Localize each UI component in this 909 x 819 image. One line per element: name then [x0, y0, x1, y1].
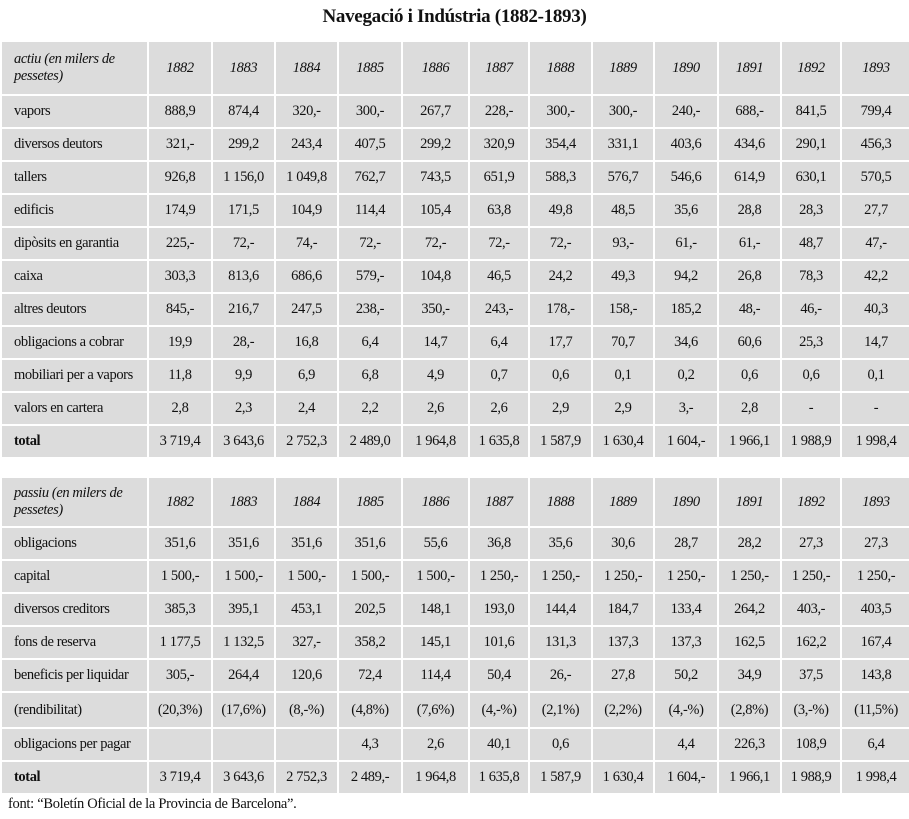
cell-value: 72,- — [213, 228, 276, 261]
cell-value: 16,8 — [276, 327, 339, 360]
cell-value: 61,- — [655, 228, 719, 261]
cell-value: 2,6 — [470, 393, 530, 426]
cell-value: 688,- — [719, 96, 782, 129]
cell-value: 60,6 — [719, 327, 782, 360]
cell-value: 26,- — [530, 660, 593, 693]
cell-value: 321,- — [149, 129, 213, 162]
cell-value: 46,- — [782, 294, 842, 327]
cell-value: 72,4 — [339, 660, 403, 693]
table-row — [2, 528, 909, 561]
cell-value: 30,6 — [593, 528, 655, 561]
cell-value: 1 587,9 — [530, 426, 593, 459]
cell-value: 0,7 — [470, 360, 530, 393]
cell-value: 104,9 — [276, 195, 339, 228]
cell-value: 2 489,- — [339, 762, 403, 795]
cell-value: 614,9 — [719, 162, 782, 195]
source-note: font: “Boletín Oficial de la Provincia de Barcelona”. — [8, 796, 297, 812]
passiu-year-header: 1889 — [593, 478, 655, 528]
cell-value: 3 719,4 — [149, 426, 213, 459]
actiu-header-row — [2, 42, 909, 96]
cell-value: 358,2 — [339, 627, 403, 660]
cell-value: 28,2 — [719, 528, 782, 561]
cell-value: 14,7 — [842, 327, 909, 360]
cell-value: 48,7 — [782, 228, 842, 261]
cell-value: 576,7 — [593, 162, 655, 195]
cell-value: 3 719,4 — [149, 762, 213, 795]
cell-value: 403,5 — [842, 594, 909, 627]
cell-value: 17,7 — [530, 327, 593, 360]
cell-value: 238,- — [339, 294, 403, 327]
passiu-year-header: 1892 — [782, 478, 842, 528]
row-label: capital — [2, 561, 149, 594]
cell-value: 403,6 — [655, 129, 719, 162]
cell-value: 1 250,- — [655, 561, 719, 594]
cell-value: 185,2 — [655, 294, 719, 327]
cell-value: 4,3 — [339, 729, 403, 762]
cell-value: 3,- — [655, 393, 719, 426]
cell-value: 1 630,4 — [593, 426, 655, 459]
table-row — [2, 261, 909, 294]
cell-value: 1 964,8 — [403, 426, 470, 459]
actiu-header-label: actiu (en milers de pessetes) — [2, 42, 149, 96]
cell-value: 25,3 — [782, 327, 842, 360]
cell-value: 351,6 — [149, 528, 213, 561]
passiu-year-header: 1882 — [149, 478, 213, 528]
table-row — [2, 729, 909, 762]
cell-value: 40,3 — [842, 294, 909, 327]
cell-value: 0,6 — [719, 360, 782, 393]
actiu-year-header: 1889 — [593, 42, 655, 96]
cell-value: (17,6%) — [213, 693, 276, 729]
cell-value: 845,- — [149, 294, 213, 327]
cell-value: 264,4 — [213, 660, 276, 693]
table-row — [2, 561, 909, 594]
cell-value: 630,1 — [782, 162, 842, 195]
cell-value: 28,- — [213, 327, 276, 360]
cell-value: 171,5 — [213, 195, 276, 228]
cell-value: 0,6 — [530, 729, 593, 762]
cell-value: 456,3 — [842, 129, 909, 162]
actiu-year-header: 1892 — [782, 42, 842, 96]
actiu-year-header: 1882 — [149, 42, 213, 96]
cell-value: 1 250,- — [719, 561, 782, 594]
cell-value: 1 049,8 — [276, 162, 339, 195]
cell-value: (2,8%) — [719, 693, 782, 729]
passiu-year-header: 1893 — [842, 478, 909, 528]
cell-value: 1 500,- — [403, 561, 470, 594]
cell-value: 105,4 — [403, 195, 470, 228]
passiu-year-header: 1887 — [470, 478, 530, 528]
table-row — [2, 195, 909, 228]
table-row — [2, 594, 909, 627]
cell-value: 0,6 — [782, 360, 842, 393]
passiu-year-header: 1885 — [339, 478, 403, 528]
actiu-total-row — [2, 426, 909, 459]
cell-value: 2,9 — [593, 393, 655, 426]
cell-value: 247,5 — [276, 294, 339, 327]
row-label: beneficis per liquidar — [2, 660, 149, 693]
cell-value: 162,2 — [782, 627, 842, 660]
cell-value: 24,2 — [530, 261, 593, 294]
cell-value: 1 250,- — [470, 561, 530, 594]
cell-value: 28,3 — [782, 195, 842, 228]
cell-value: 813,6 — [213, 261, 276, 294]
passiu-year-header: 1883 — [213, 478, 276, 528]
cell-value: 226,3 — [719, 729, 782, 762]
cell-value: (11,5%) — [842, 693, 909, 729]
cell-value: 34,6 — [655, 327, 719, 360]
cell-value: 4,4 — [655, 729, 719, 762]
cell-value: 61,- — [719, 228, 782, 261]
cell-value: 2,4 — [276, 393, 339, 426]
actiu-year-header: 1887 — [470, 42, 530, 96]
table-row — [2, 327, 909, 360]
cell-value: 300,- — [530, 96, 593, 129]
cell-value: 48,5 — [593, 195, 655, 228]
passiu-year-header: 1884 — [276, 478, 339, 528]
actiu-year-header: 1884 — [276, 42, 339, 96]
row-label: valors en cartera — [2, 393, 149, 426]
cell-value: 35,6 — [655, 195, 719, 228]
cell-value: 841,5 — [782, 96, 842, 129]
cell-value: 588,3 — [530, 162, 593, 195]
cell-value: 40,1 — [470, 729, 530, 762]
cell-value: (3,-%) — [782, 693, 842, 729]
row-label: total — [2, 762, 149, 795]
cell-value: 228,- — [470, 96, 530, 129]
cell-value: 1 156,0 — [213, 162, 276, 195]
cell-value: 1 635,8 — [470, 426, 530, 459]
cell-value: 0,6 — [530, 360, 593, 393]
cell-value: 158,- — [593, 294, 655, 327]
row-label: mobiliari per a vapors — [2, 360, 149, 393]
cell-value: 320,- — [276, 96, 339, 129]
row-label: tallers — [2, 162, 149, 195]
cell-value: 27,8 — [593, 660, 655, 693]
passiu-header-row — [2, 478, 909, 528]
row-label: caixa — [2, 261, 149, 294]
cell-value: 1 177,5 — [149, 627, 213, 660]
table-row — [2, 129, 909, 162]
cell-value: 264,2 — [719, 594, 782, 627]
passiu-year-header: 1888 — [530, 478, 593, 528]
cell-value — [276, 729, 339, 762]
table-row — [2, 228, 909, 261]
cell-value: 6,4 — [470, 327, 530, 360]
cell-value: 11,8 — [149, 360, 213, 393]
cell-value: 28,8 — [719, 195, 782, 228]
cell-value: 1 988,9 — [782, 426, 842, 459]
actiu-year-header: 1886 — [403, 42, 470, 96]
cell-value: 762,7 — [339, 162, 403, 195]
cell-value: 2,3 — [213, 393, 276, 426]
table-row — [2, 162, 909, 195]
cell-value: 1 250,- — [593, 561, 655, 594]
cell-value: 546,6 — [655, 162, 719, 195]
actiu-year-header: 1890 — [655, 42, 719, 96]
cell-value: 350,- — [403, 294, 470, 327]
cell-value: 50,2 — [655, 660, 719, 693]
cell-value: 42,2 — [842, 261, 909, 294]
cell-value: 1 966,1 — [719, 762, 782, 795]
cell-value: 174,9 — [149, 195, 213, 228]
cell-value: 0,2 — [655, 360, 719, 393]
cell-value: 2,8 — [149, 393, 213, 426]
cell-value: 2 752,3 — [276, 762, 339, 795]
cell-value: 2,8 — [719, 393, 782, 426]
cell-value: 37,5 — [782, 660, 842, 693]
cell-value: 114,4 — [339, 195, 403, 228]
cell-value: - — [842, 393, 909, 426]
cell-value: 49,3 — [593, 261, 655, 294]
cell-value: 202,5 — [339, 594, 403, 627]
passiu-year-header: 1886 — [403, 478, 470, 528]
cell-value: 72,- — [530, 228, 593, 261]
cell-value: 290,1 — [782, 129, 842, 162]
cell-value: 6,4 — [339, 327, 403, 360]
cell-value: 1 500,- — [276, 561, 339, 594]
row-label: obligacions per pagar — [2, 729, 149, 762]
cell-value: 74,- — [276, 228, 339, 261]
cell-value: (2,2%) — [593, 693, 655, 729]
row-label: total — [2, 426, 149, 459]
cell-value: 579,- — [339, 261, 403, 294]
cell-value: 178,- — [530, 294, 593, 327]
cell-value: 114,4 — [403, 660, 470, 693]
cell-value: 303,3 — [149, 261, 213, 294]
cell-value: 327,- — [276, 627, 339, 660]
cell-value: 2,6 — [403, 729, 470, 762]
cell-value: 55,6 — [403, 528, 470, 561]
cell-value: 162,5 — [719, 627, 782, 660]
cell-value: 72,- — [470, 228, 530, 261]
cell-value: 331,1 — [593, 129, 655, 162]
passiu-year-header: 1891 — [719, 478, 782, 528]
cell-value: (4,-%) — [470, 693, 530, 729]
table-row — [2, 393, 909, 426]
cell-value: 63,8 — [470, 195, 530, 228]
cell-value: 385,3 — [149, 594, 213, 627]
row-label: edificis — [2, 195, 149, 228]
cell-value: 47,- — [842, 228, 909, 261]
cell-value: 9,9 — [213, 360, 276, 393]
cell-value: 299,2 — [403, 129, 470, 162]
table-row — [2, 660, 909, 693]
cell-value: 46,5 — [470, 261, 530, 294]
cell-value: 35,6 — [530, 528, 593, 561]
cell-value: 1 250,- — [842, 561, 909, 594]
cell-value: 2,6 — [403, 393, 470, 426]
cell-value: 1 630,4 — [593, 762, 655, 795]
row-label: diversos creditors — [2, 594, 149, 627]
cell-value: 651,9 — [470, 162, 530, 195]
cell-value: 1 988,9 — [782, 762, 842, 795]
cell-value: (20,3%) — [149, 693, 213, 729]
cell-value: 120,6 — [276, 660, 339, 693]
row-label: altres deutors — [2, 294, 149, 327]
cell-value: 6,4 — [842, 729, 909, 762]
cell-value: 27,7 — [842, 195, 909, 228]
cell-value: 0,1 — [593, 360, 655, 393]
cell-value: 300,- — [339, 96, 403, 129]
table-row — [2, 693, 909, 729]
cell-value: 243,4 — [276, 129, 339, 162]
cell-value: 1 998,4 — [842, 426, 909, 459]
cell-value: 225,- — [149, 228, 213, 261]
cell-value: 1 635,8 — [470, 762, 530, 795]
cell-value: 305,- — [149, 660, 213, 693]
actiu-year-header: 1888 — [530, 42, 593, 96]
row-label: vapors — [2, 96, 149, 129]
cell-value: 6,9 — [276, 360, 339, 393]
cell-value: 1 500,- — [149, 561, 213, 594]
actiu-table — [2, 42, 909, 459]
cell-value: 267,7 — [403, 96, 470, 129]
cell-value: 1 966,1 — [719, 426, 782, 459]
row-label: obligacions a cobrar — [2, 327, 149, 360]
cell-value: 101,6 — [470, 627, 530, 660]
cell-value: 351,6 — [339, 528, 403, 561]
row-label: diversos deutors — [2, 129, 149, 162]
cell-value: 888,9 — [149, 96, 213, 129]
actiu-year-header: 1891 — [719, 42, 782, 96]
row-label: dipòsits en garantia — [2, 228, 149, 261]
cell-value: 2 489,0 — [339, 426, 403, 459]
cell-value: 36,8 — [470, 528, 530, 561]
cell-value: 19,9 — [149, 327, 213, 360]
cell-value: 407,5 — [339, 129, 403, 162]
cell-value — [213, 729, 276, 762]
cell-value: (8,-%) — [276, 693, 339, 729]
page-title: Navegació i Indústria (1882-1893) — [322, 6, 587, 27]
cell-value: 70,7 — [593, 327, 655, 360]
cell-value: 133,4 — [655, 594, 719, 627]
cell-value: 874,4 — [213, 96, 276, 129]
table-row — [2, 360, 909, 393]
cell-value: 243,- — [470, 294, 530, 327]
cell-value: 926,8 — [149, 162, 213, 195]
cell-value: 1 604,- — [655, 426, 719, 459]
cell-value: 27,3 — [842, 528, 909, 561]
cell-value: 26,8 — [719, 261, 782, 294]
cell-value: 144,4 — [530, 594, 593, 627]
actiu-year-header: 1893 — [842, 42, 909, 96]
cell-value: 4,9 — [403, 360, 470, 393]
cell-value: 570,5 — [842, 162, 909, 195]
cell-value: (2,1%) — [530, 693, 593, 729]
cell-value: 167,4 — [842, 627, 909, 660]
cell-value: 94,2 — [655, 261, 719, 294]
cell-value: 403,- — [782, 594, 842, 627]
cell-value: 193,0 — [470, 594, 530, 627]
passiu-total-row — [2, 762, 909, 795]
cell-value: - — [782, 393, 842, 426]
cell-value: 2 752,3 — [276, 426, 339, 459]
cell-value: 395,1 — [213, 594, 276, 627]
cell-value: 0,1 — [842, 360, 909, 393]
cell-value: 1 500,- — [339, 561, 403, 594]
row-label: (rendibilitat) — [2, 693, 149, 729]
cell-value: 72,- — [403, 228, 470, 261]
cell-value: 1 587,9 — [530, 762, 593, 795]
cell-value: (4,8%) — [339, 693, 403, 729]
cell-value: 351,6 — [276, 528, 339, 561]
cell-value: 1 250,- — [530, 561, 593, 594]
cell-value: 78,3 — [782, 261, 842, 294]
cell-value: 28,7 — [655, 528, 719, 561]
cell-value: 14,7 — [403, 327, 470, 360]
cell-value: 799,4 — [842, 96, 909, 129]
cell-value: 1 500,- — [213, 561, 276, 594]
cell-value: 145,1 — [403, 627, 470, 660]
cell-value: 50,4 — [470, 660, 530, 693]
cell-value: 93,- — [593, 228, 655, 261]
cell-value: 131,3 — [530, 627, 593, 660]
cell-value: 108,9 — [782, 729, 842, 762]
cell-value: 299,2 — [213, 129, 276, 162]
cell-value: 137,3 — [655, 627, 719, 660]
cell-value: 104,8 — [403, 261, 470, 294]
cell-value: 2,2 — [339, 393, 403, 426]
table-row — [2, 96, 909, 129]
cell-value: 1 998,4 — [842, 762, 909, 795]
actiu-year-header: 1883 — [213, 42, 276, 96]
cell-value: 240,- — [655, 96, 719, 129]
cell-value: 2,9 — [530, 393, 593, 426]
row-label: obligacions — [2, 528, 149, 561]
cell-value: 27,3 — [782, 528, 842, 561]
cell-value: 1 132,5 — [213, 627, 276, 660]
cell-value: 3 643,6 — [213, 426, 276, 459]
cell-value: (4,-%) — [655, 693, 719, 729]
cell-value: 320,9 — [470, 129, 530, 162]
cell-value — [593, 729, 655, 762]
cell-value: 137,3 — [593, 627, 655, 660]
cell-value: 434,6 — [719, 129, 782, 162]
cell-value: 6,8 — [339, 360, 403, 393]
table-row — [2, 627, 909, 660]
cell-value: 3 643,6 — [213, 762, 276, 795]
cell-value: 143,8 — [842, 660, 909, 693]
cell-value: 72,- — [339, 228, 403, 261]
cell-value: 354,4 — [530, 129, 593, 162]
passiu-year-header: 1890 — [655, 478, 719, 528]
actiu-year-header: 1885 — [339, 42, 403, 96]
cell-value: 184,7 — [593, 594, 655, 627]
cell-value — [149, 729, 213, 762]
passiu-table — [2, 478, 909, 795]
cell-value: 351,6 — [213, 528, 276, 561]
cell-value: 300,- — [593, 96, 655, 129]
table-row — [2, 294, 909, 327]
cell-value: 48,- — [719, 294, 782, 327]
cell-value: (7,6%) — [403, 693, 470, 729]
cell-value: 453,1 — [276, 594, 339, 627]
cell-value: 49,8 — [530, 195, 593, 228]
passiu-header-label: passiu (en milers de pessetes) — [2, 478, 149, 528]
cell-value: 1 604,- — [655, 762, 719, 795]
cell-value: 1 964,8 — [403, 762, 470, 795]
row-label: fons de reserva — [2, 627, 149, 660]
cell-value: 1 250,- — [782, 561, 842, 594]
cell-value: 216,7 — [213, 294, 276, 327]
cell-value: 34,9 — [719, 660, 782, 693]
cell-value: 743,5 — [403, 162, 470, 195]
cell-value: 686,6 — [276, 261, 339, 294]
cell-value: 148,1 — [403, 594, 470, 627]
